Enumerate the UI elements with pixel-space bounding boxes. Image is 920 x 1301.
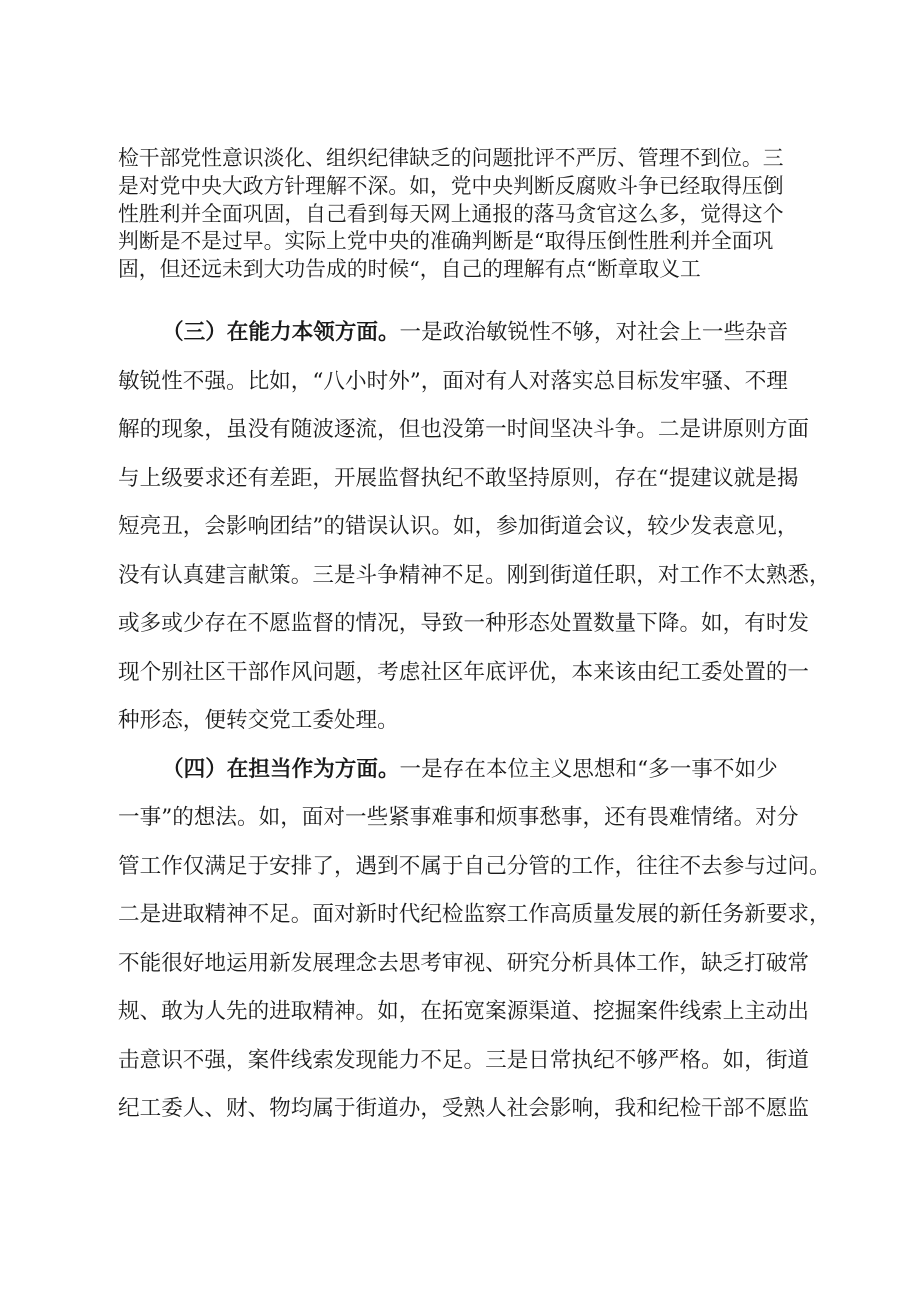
section-ability-paragraph xyxy=(118,309,830,746)
section-heading: （四）在担当作为方面。 xyxy=(162,756,400,782)
text-line: 种形态，便转交党工委处理。 xyxy=(118,708,399,733)
text-line: 纪工委人、财、物均属于街道办，受熟人社会影响，我和纪检干部不愿监 xyxy=(118,1096,810,1121)
text-line: 检干部党性意识淡化、组织纪律缺乏的问题批评不严厉、管理不到位。三 xyxy=(118,146,784,170)
text-line: 没有认真建言献策。三是斗争精神不足。刚到街道任职，对工作不太熟悉， xyxy=(118,562,831,588)
text-line: 是对党中央大政方针理解不深。如，党中央判断反腐败斗争已经取得压倒 xyxy=(118,173,784,198)
section-first-line xyxy=(118,746,830,795)
section-heading: （三）在能力本领方面。 xyxy=(162,320,400,345)
text-line: 一事”的想法。如，面对一些紧事难事和烦事愁事，还有畏难情绪。对分 xyxy=(118,805,799,830)
text-line: 管工作仅满足于安排了，遇到不属于自己分管的工作，往往不去参与过问。 xyxy=(118,853,831,879)
text-line: 不能很好地运用新发展理念去思考审视、研究分析具体工作，缺乏打破常 xyxy=(118,950,810,976)
text-line: 固，但还远未到大功告成的时候“，自己的理解有点“断章取义工 xyxy=(118,257,701,282)
text-line: 二是进取精神不足。面对新时代纪检监察工作高质量发展的新任务新要求， xyxy=(118,902,831,927)
text-line: 判断是不是过早。实际上党中央的准确判断是“取得压倒性胜利并全面巩 xyxy=(118,229,774,254)
text-line: 现个别社区干部作风问题，考虑社区年底评优，本来该由纪工委处置的一 xyxy=(118,659,810,685)
section-responsibility-paragraph xyxy=(118,746,830,1134)
text-line: 性胜利并全面巩固，自己看到每天网上通报的落马贪官这么多，觉得这个 xyxy=(118,201,784,226)
section-first-line xyxy=(118,309,830,358)
continued-paragraph xyxy=(118,145,830,284)
section-first-text: 一是政治敏锐性不够，对社会上一些杂音 xyxy=(399,320,789,345)
text-line: 短亮丑，会影响团结”的错误认识。如，参加街道会议，较少发表意见， xyxy=(118,514,799,539)
section-first-text: 一是存在本位主义思想和“多一事不如少 xyxy=(399,756,778,782)
text-line: 规、敢为人先的进取精神。如，在拓宽案源渠道、挖掘案件线索上主动出 xyxy=(118,999,810,1024)
body-text xyxy=(118,309,830,1134)
text-line: 击意识不强，案件线索发现能力不足。三是日常执纪不够严格。如，街道 xyxy=(118,1047,810,1073)
text-line: 与上级要求还有差距，开展监督执纪不敢坚持原则，存在“提建议就是揭 xyxy=(118,465,799,491)
text-line: 解的现象，虽没有随波逐流，但也没第一时间坚决斗争。二是讲原则方面 xyxy=(118,417,810,442)
text-line: 敏锐性不强。比如，“八小时外”，面对有人对落实总目标发牢骚、不理 xyxy=(118,368,788,394)
text-line: 或多或少存在不愿监督的情况，导致一种形态处置数量下降。如，有时发 xyxy=(118,611,810,636)
